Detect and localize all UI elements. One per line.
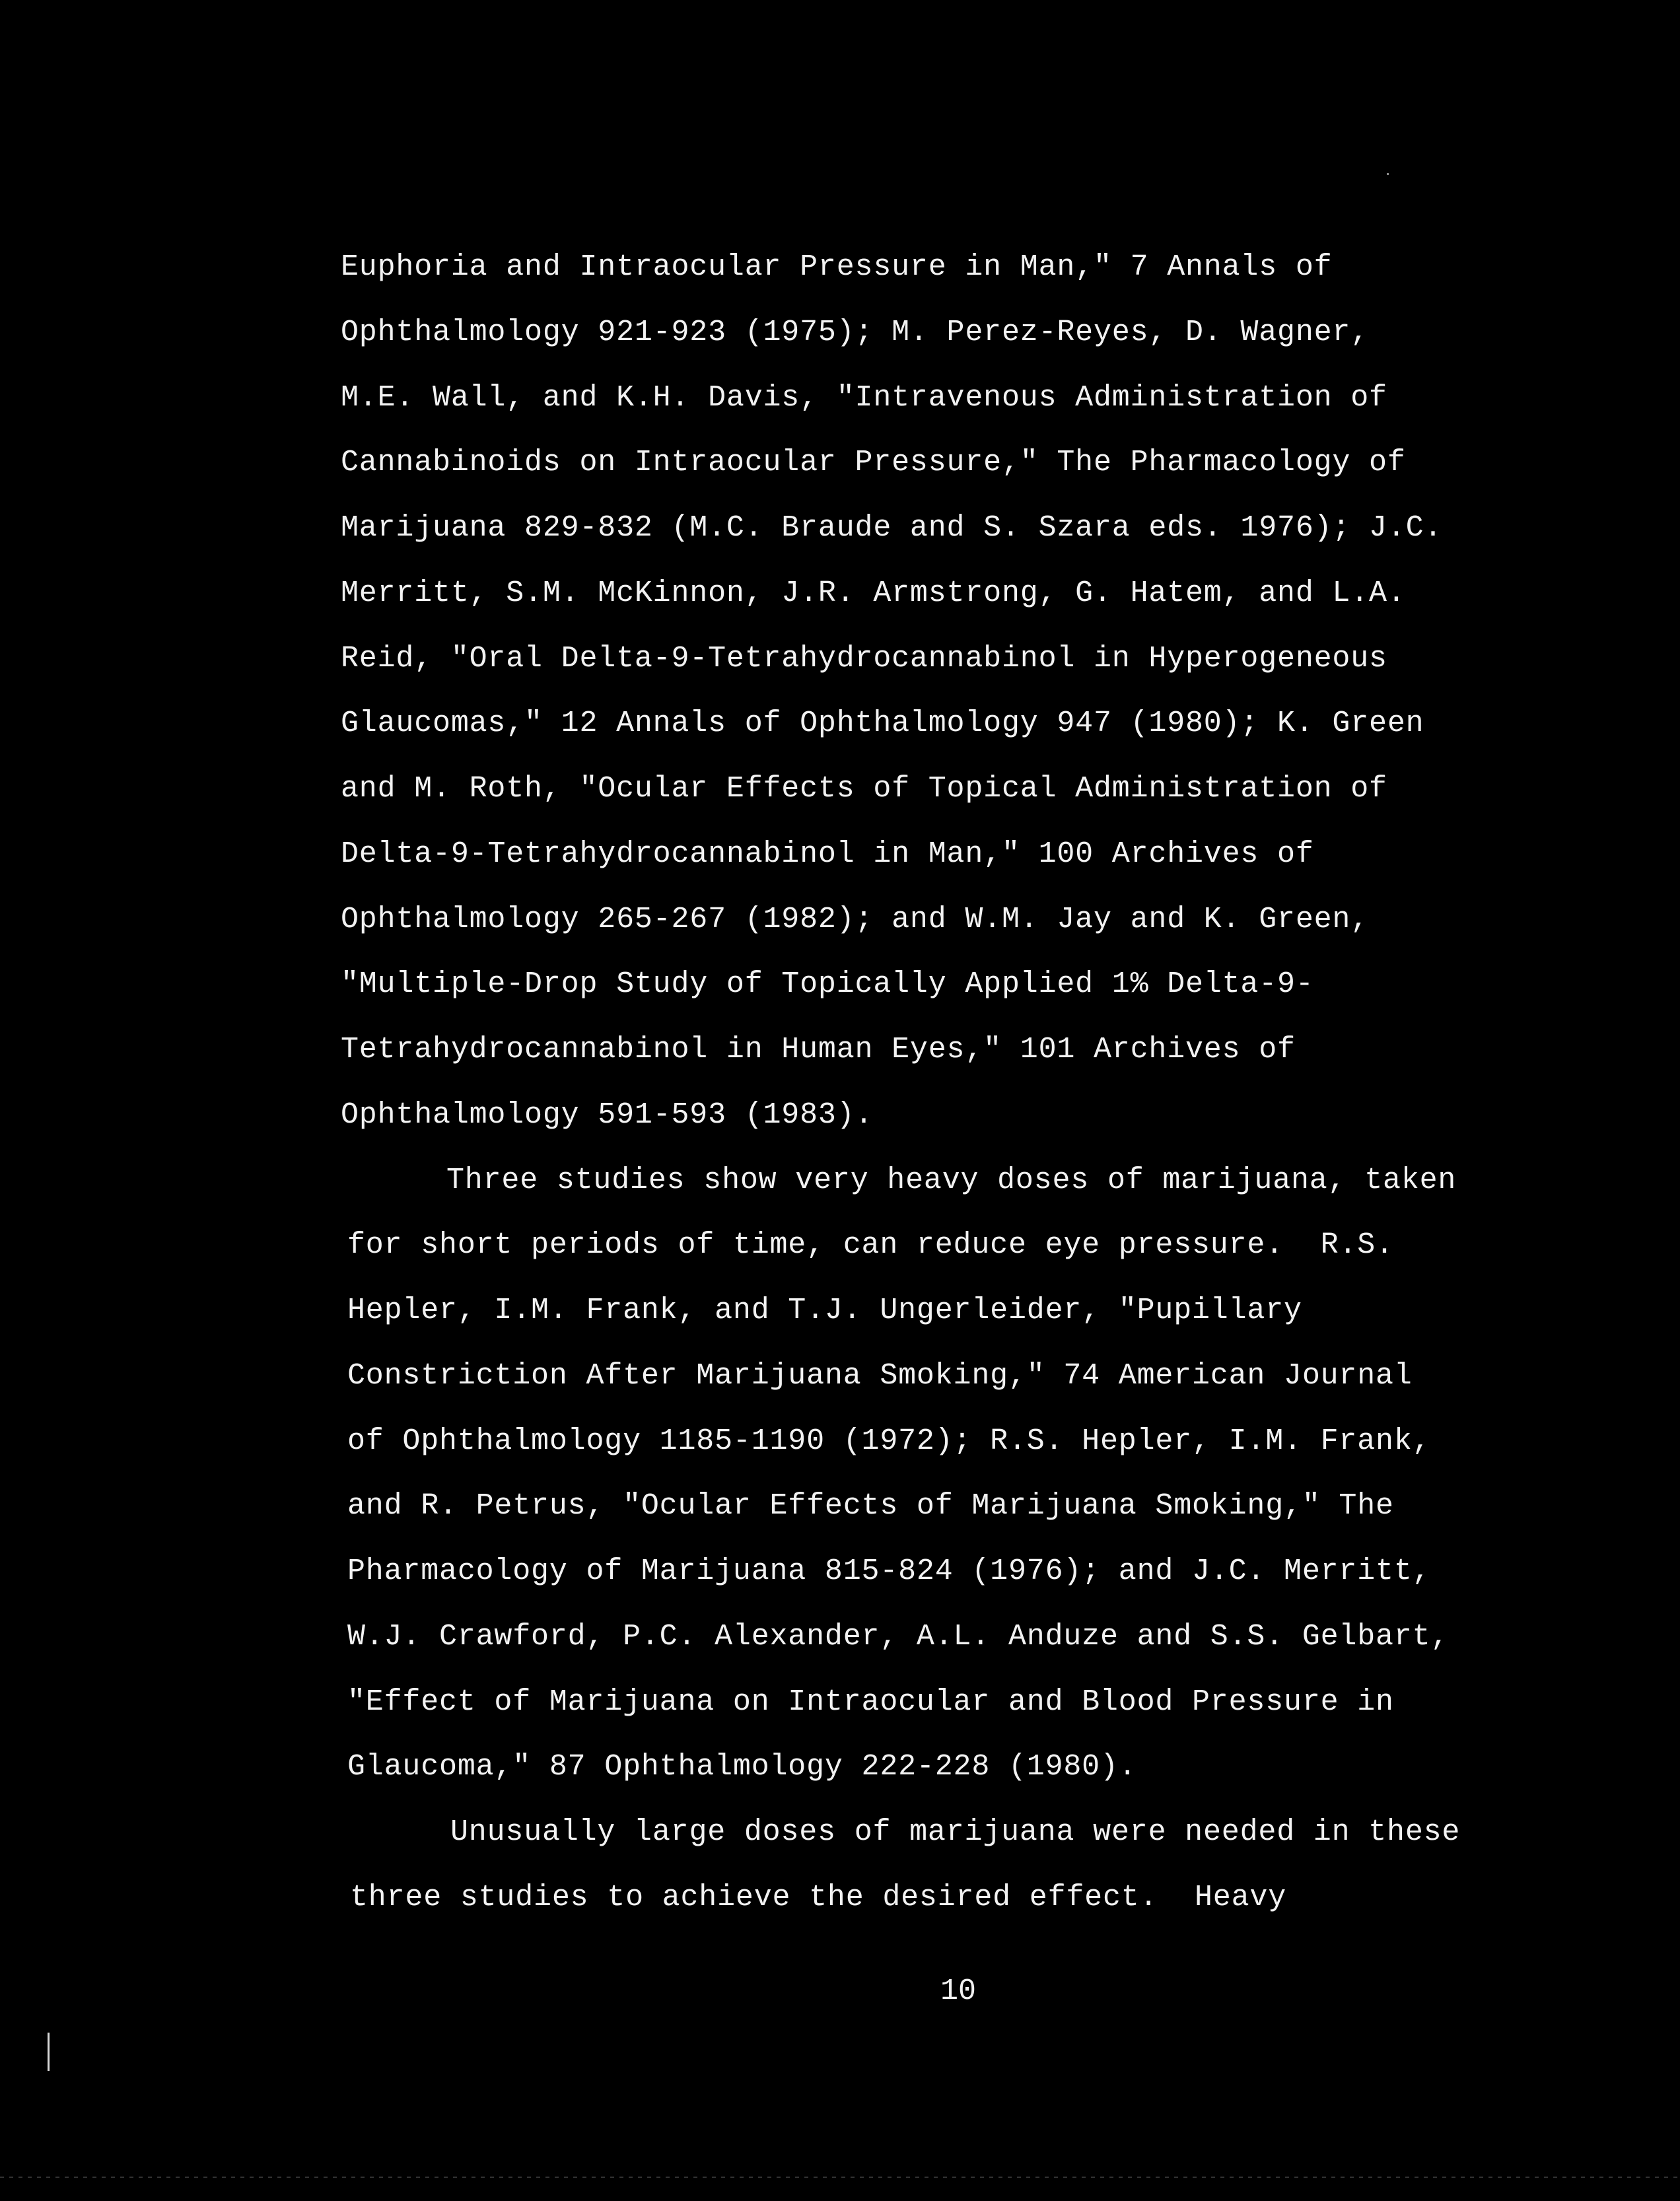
text-line-6: Merritt, S.M. McKinnon, J.R. Armstrong, G. Hatem, and L.A. (341, 576, 1406, 610)
text-line-26: three studies to achieve the desired effect. Heavy (350, 1881, 1287, 1914)
text-line-8: Glaucomas," 12 Annals of Ophthalmology 947 (1980); K. Green (341, 707, 1424, 740)
text-line-10: Delta-9-Tetrahydrocannabinol in Man," 100 Archives of (341, 837, 1314, 871)
text-line-7: Reid, "Oral Delta-9-Tetrahydrocannabinol in Hyperogeneous (341, 642, 1387, 676)
text-line-12: "Multiple-Drop Study of Topically Applied 1% Delta-9- (341, 967, 1314, 1001)
text-line-14: Ophthalmology 591-593 (1983). (341, 1098, 874, 1132)
text-line-20: and R. Petrus, "Ocular Effects of Marijuana Smoking," The (347, 1489, 1394, 1523)
text-line-1: Euphoria and Intraocular Pressure in Man," 7 Annals of (341, 250, 1333, 284)
text-line-9: and M. Roth, "Ocular Effects of Topical Administration of (341, 772, 1387, 806)
text-line-19: of Ophthalmology 1185-1190 (1972); R.S. Hepler, I.M. Frank, (347, 1424, 1431, 1458)
text-line-24: Glaucoma," 87 Ophthalmology 222-228 (1980). (347, 1750, 1137, 1784)
text-line-4: Cannabinoids on Intraocular Pressure," The Pharmacology of (341, 446, 1406, 479)
text-line-22: W.J. Crawford, P.C. Alexander, A.L. Anduze and S.S. Gelbart, (347, 1620, 1450, 1654)
text-line-17: Hepler, I.M. Frank, and T.J. Ungerleider, "Pupillary (347, 1294, 1302, 1327)
page-number: 10 (940, 1974, 977, 2008)
text-line-21: Pharmacology of Marijuana 815-824 (1976); and J.C. Merritt, (347, 1555, 1431, 1588)
text-line-18: Constriction After Marijuana Smoking," 74 American Journal (347, 1359, 1413, 1393)
scan-bottom-edge (0, 2177, 1680, 2178)
text-line-16: for short periods of time, can reduce eye pressure. R.S. (347, 1228, 1394, 1262)
scan-artifact-mark (48, 2033, 50, 2071)
text-line-15: Three studies show very heavy doses of marijuana, taken (446, 1164, 1457, 1197)
text-line-3: M.E. Wall, and K.H. Davis, "Intravenous Administration of (341, 381, 1387, 415)
text-line-5: Marijuana 829-832 (M.C. Braude and S. Szara eds. 1976); J.C. (341, 511, 1443, 545)
text-line-2: Ophthalmology 921-923 (1975); M. Perez-Reyes, D. Wagner, (341, 316, 1370, 349)
text-line-13: Tetrahydrocannabinol in Human Eyes," 101 Archives of (341, 1033, 1296, 1066)
text-line-23: "Effect of Marijuana on Intraocular and Blood Pressure in (347, 1685, 1394, 1719)
scan-artifact-dot (1387, 173, 1389, 175)
text-line-11: Ophthalmology 265-267 (1982); and W.M. Jay and K. Green, (341, 903, 1370, 936)
text-line-25: Unusually large doses of marijuana were needed in these (450, 1815, 1461, 1849)
